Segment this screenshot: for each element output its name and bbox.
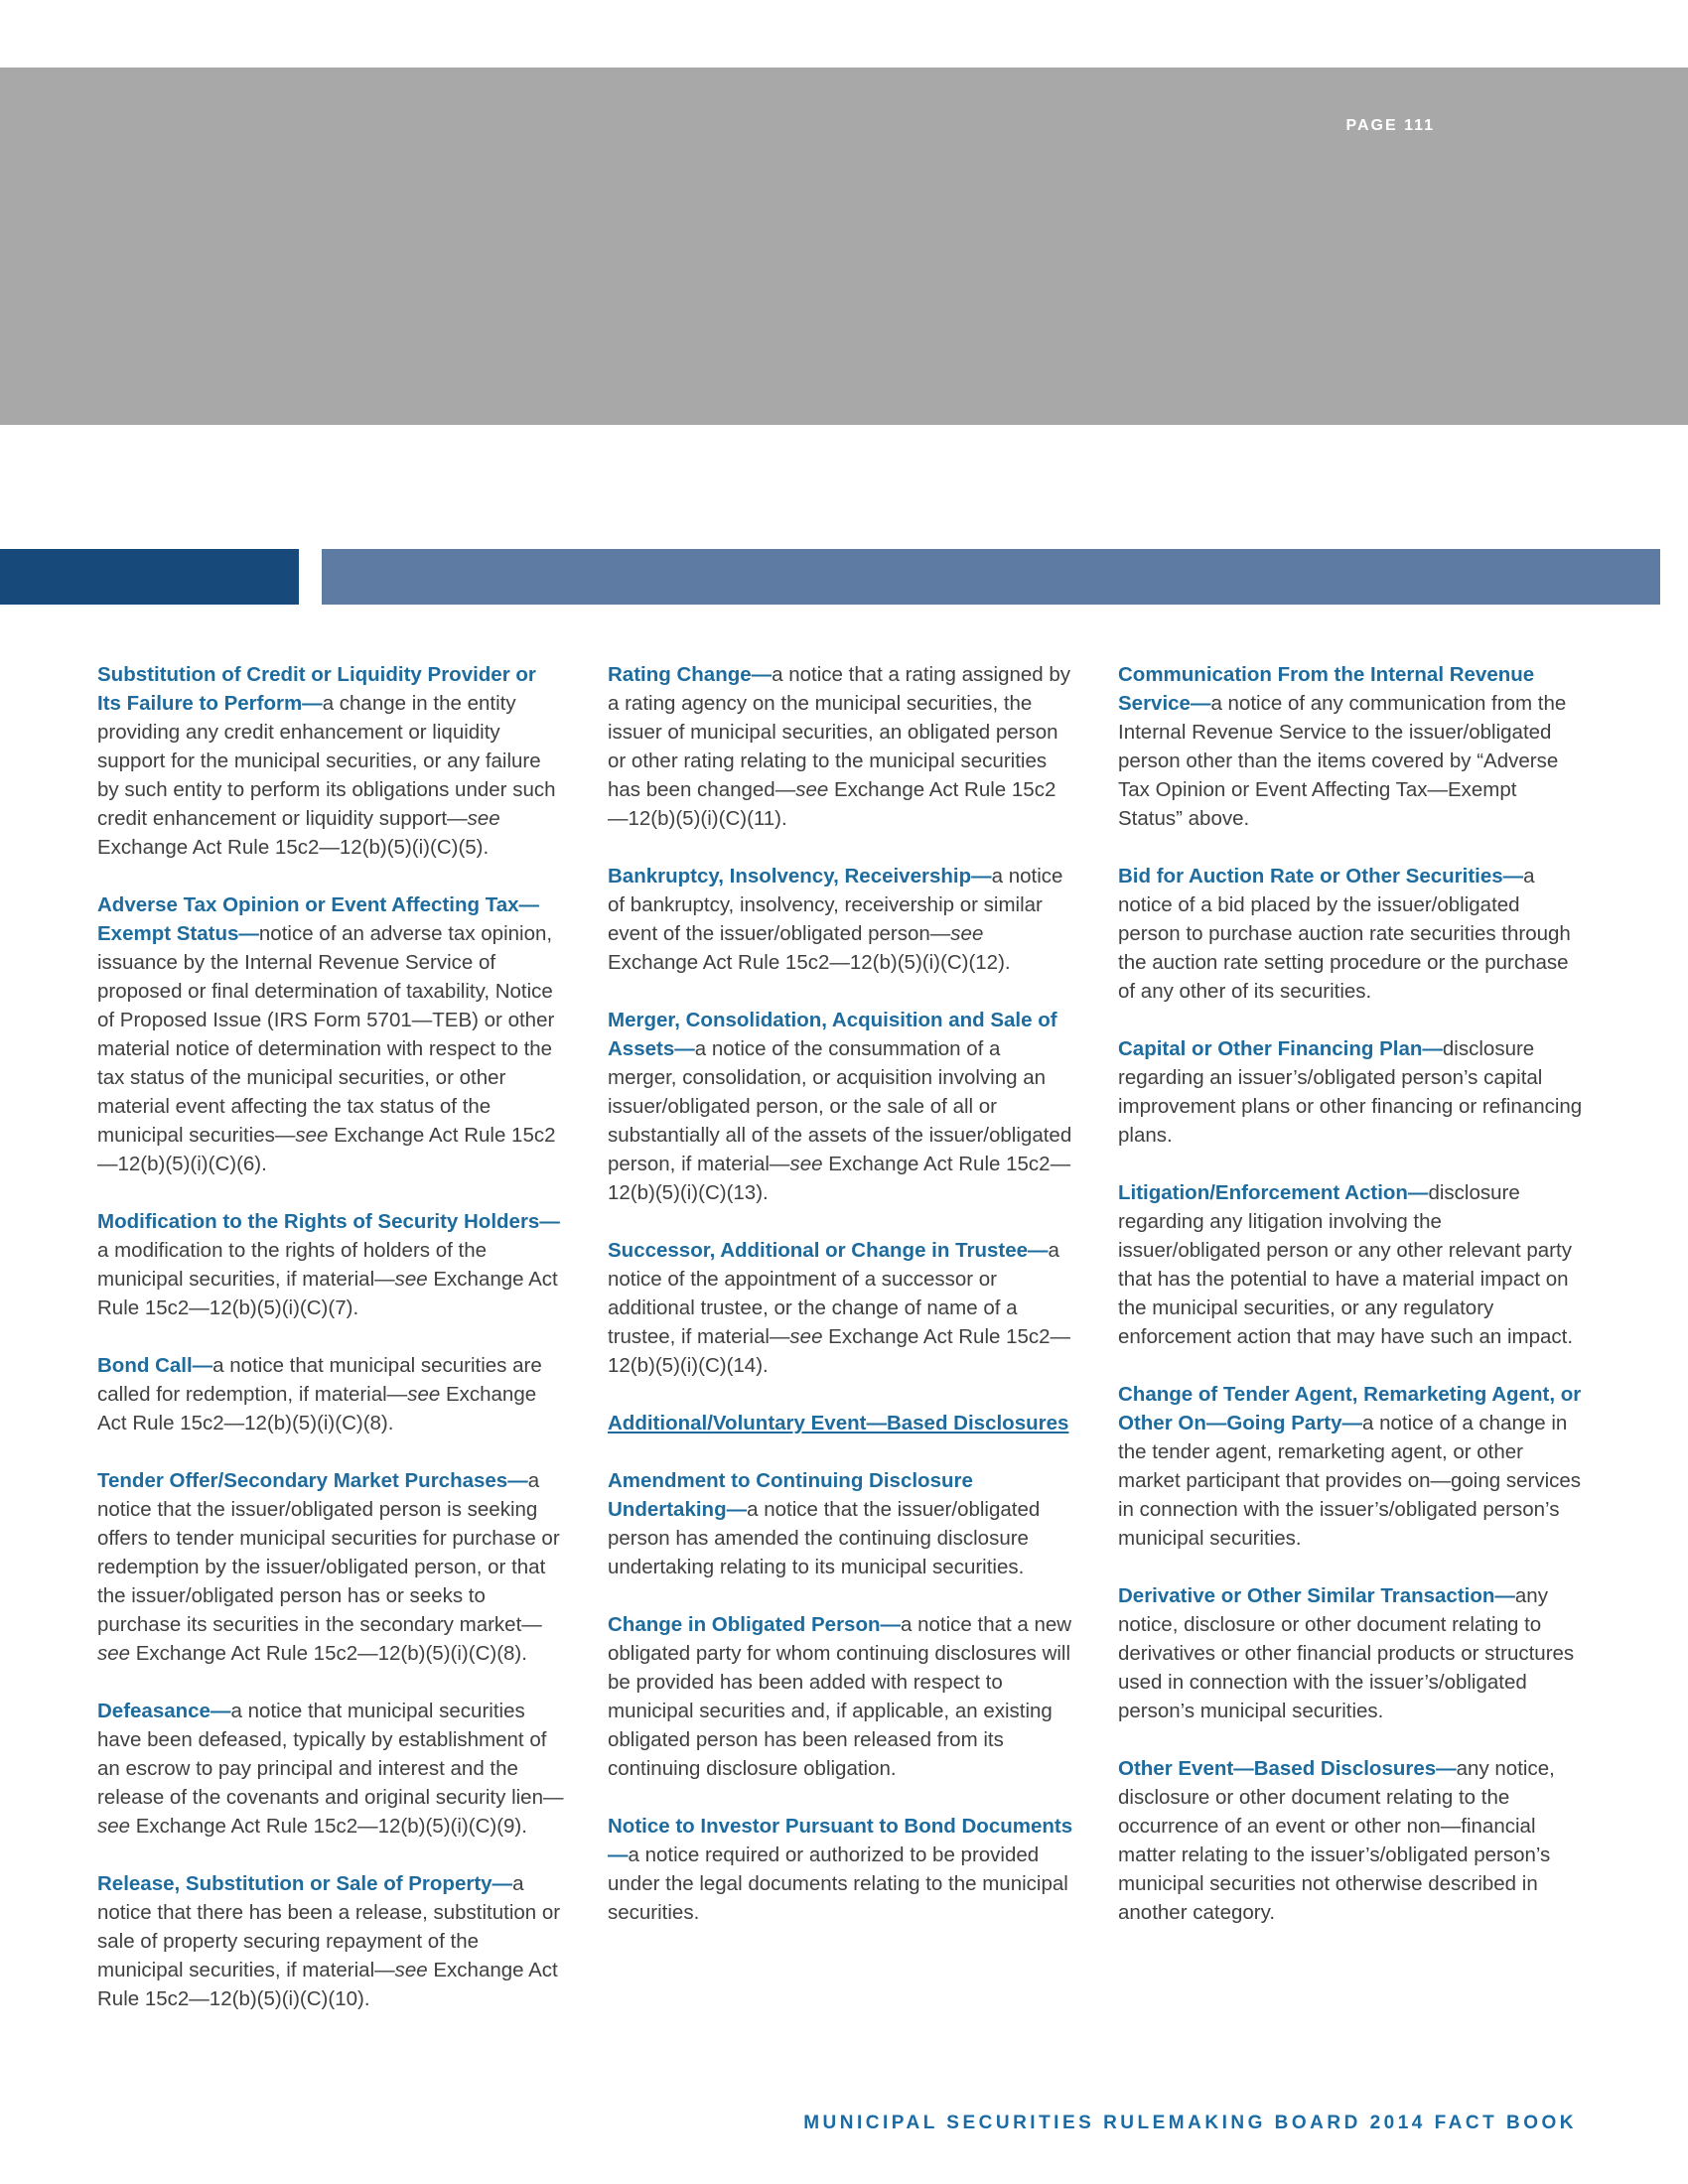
definition-text: a notice of a bid placed by the issuer/obligated person to purchase auction rate securities through the auction rate setting procedure or the purchase of any other of its securities. xyxy=(1118,865,1571,1003)
divider-bar-light xyxy=(322,549,1660,605)
glossary-entry xyxy=(1118,660,1585,833)
term-label: Litigation/Enforcement Action— xyxy=(1118,1181,1429,1204)
divider-bars xyxy=(0,549,1688,605)
term-label: Change of Tender Agent, Remarketing Agent, or Other On—Going Party— xyxy=(1118,1383,1582,1434)
definition-text: a notice that a rating assigned by a rating agency on the municipal securities, the issuer of municipal securities, an obligated person or other rating relating to the municipal securities has been changed—see Exchange Act Rule 15c2—12(b)(5)(i)(C)(11). xyxy=(608,663,1071,830)
definition-text: notice of an adverse tax opinion, issuance by the Internal Revenue Service of proposed or final determination of taxability, Notice of Proposed Issue (IRS Form 5701—TEB) or other material notice of determination with respect to the tax status of the municipal securities, or other material event affecting the tax status of the municipal securities—see Exchange Act Rule 15c2—12(b)(5)(i)(C)(6). xyxy=(97,922,556,1175)
definition-text: a notice that the issuer/obligated person is seeking offers to tender municipal securities for purchase or redemption by the issuer/obligated person, or that the issuer/obligated person has or seeks to purchase its securities in the secondary market—see Exchange Act Rule 15c2—12(b)(5)(i)(C)(8). xyxy=(97,1469,560,1665)
glossary-entry xyxy=(1118,1581,1585,1725)
glossary-entry xyxy=(608,862,1074,977)
glossary-entry xyxy=(97,1351,564,1437)
glossary-entry xyxy=(608,1812,1074,1927)
definition-text: a notice required or authorized to be provided under the legal documents relating to the municipal securities. xyxy=(608,1843,1068,1924)
term-label: Defeasance— xyxy=(97,1700,231,1722)
glossary-entry xyxy=(97,1207,564,1322)
definition-text: disclosure regarding an issuer’s/obligated person’s capital improvement plans or other financing or refinancing plans. xyxy=(1118,1037,1583,1147)
definition-text: a notice of the appointment of a successor or additional trustee, or the change of name of a trustee, if material—see Exchange Act Rule 15c2—12(b)(5)(i)(C)(14). xyxy=(608,1239,1071,1377)
term-label: Derivative or Other Similar Transaction— xyxy=(1118,1584,1515,1607)
term-label: Other Event—Based Disclosures— xyxy=(1118,1757,1457,1780)
definition-text: a notice that a new obligated party for whom continuing disclosures will be provided has been added with respect to municipal securities and, if applicable, an existing obligated person has been released from its continuing disclosure obligation. xyxy=(608,1613,1072,1780)
glossary-column-1 xyxy=(97,660,564,2042)
term-label: Successor, Additional or Change in Trustee— xyxy=(608,1239,1049,1262)
glossary-entry xyxy=(608,1610,1074,1783)
glossary-entry xyxy=(97,660,564,862)
glossary-entry xyxy=(608,660,1074,833)
glossary-entry xyxy=(1118,1754,1585,1927)
term-label: Modification to the Rights of Security Holders— xyxy=(97,1210,560,1233)
term-label: Capital or Other Financing Plan— xyxy=(1118,1037,1443,1060)
glossary-entry xyxy=(97,1466,564,1668)
definition-text: a notice of bankruptcy, insolvency, receivership or similar event of the issuer/obligated person—see Exchange Act Rule 15c2—12(b)(5)(i)(C)(12). xyxy=(608,865,1063,974)
term-label: Bond Call— xyxy=(97,1354,213,1377)
definition-text: any notice, disclosure or other document relating to derivatives or other financial products or structures used in connection with the issuer’s/obligated person’s municipal securities. xyxy=(1118,1584,1575,1722)
term-label: Change in Obligated Person— xyxy=(608,1613,902,1636)
definition-text: any notice, disclosure or other document relating to the occurrence of an event or other non—financial matter relating to the issuer’s/obligated person’s municipal securities not otherwise described in another category. xyxy=(1118,1757,1555,1924)
definition-text: a notice of the consummation of a merger, consolidation, or acquisition involving an issuer/obligated person, or the sale of all or substantially all of the assets of the issuer/obligated person, if material—see Exchange Act Rule 15c2—12(b)(5)(i)(C)(13). xyxy=(608,1037,1072,1204)
term-label: Release, Substitution or Sale of Property— xyxy=(97,1872,513,1895)
term-label: Bid for Auction Rate or Other Securities— xyxy=(1118,865,1524,887)
glossary-entry xyxy=(608,1466,1074,1581)
term-label: Bankruptcy, Insolvency, Receivership— xyxy=(608,865,992,887)
term-label: Communication From the Internal Revenue Service— xyxy=(1118,663,1535,715)
term-label: Tender Offer/Secondary Market Purchases— xyxy=(97,1469,528,1492)
definition-text: a notice of any communication from the Internal Revenue Service to the issuer/obligated person other than the items covered by “Adverse Tax Opinion or Event Affecting Tax—Exempt Status” above. xyxy=(1118,692,1567,830)
divider-bar-dark xyxy=(0,549,299,605)
glossary-entry xyxy=(1118,1178,1585,1351)
footer-text: MUNICIPAL SECURITIES RULEMAKING BOARD 2014 FACT BOOK xyxy=(803,2113,1577,2133)
glossary-entry xyxy=(97,1869,564,2013)
definition-text: a change in the entity providing any credit enhancement or liquidity support for the municipal securities, or any failure by such entity to perform its obligations under such credit enhancement or liquidity support—see Exchange Act Rule 15c2—12(b)(5)(i)(C)(5). xyxy=(97,692,556,859)
glossary-entry xyxy=(1118,1380,1585,1553)
definition-text: a modification to the rights of holders of the municipal securities, if material—see Exchange Act Rule 15c2—12(b)(5)(i)(C)(7). xyxy=(97,1239,558,1319)
glossary-column-3 xyxy=(1118,660,1585,1956)
definition-text: a notice that the issuer/obligated person has amended the continuing disclosure undertaking relating to its municipal securities. xyxy=(608,1498,1041,1578)
term-label: Notice to Investor Pursuant to Bond Documents— xyxy=(608,1815,1073,1866)
page-number-label: PAGE 111 xyxy=(1345,117,1435,134)
term-label: Amendment to Continuing Disclosure Undertaking— xyxy=(608,1469,973,1521)
definition-text: a notice that municipal securities have been defeased, typically by establishment of an escrow to pay principal and interest and the release of the covenants and original security lien—see Exchange Act Rule 15c2—12(b)(5)(i)(C)(9). xyxy=(97,1700,564,1838)
section-heading: Additional/Voluntary Event—Based Disclosures xyxy=(608,1412,1069,1434)
definition-text: a notice that municipal securities are called for redemption, if material—see Exchange Act Rule 15c2—12(b)(5)(i)(C)(8). xyxy=(97,1354,542,1434)
term-label: Rating Change— xyxy=(608,663,773,686)
definition-text: a notice that there has been a release, substitution or sale of property securing repayment of the municipal securities, if material—see Exchange Act Rule 15c2—12(b)(5)(i)(C)(10). xyxy=(97,1872,561,2010)
definition-text: disclosure regarding any litigation involving the issuer/obligated person or any other relevant party that has the potential to have a material impact on the municipal securities, or any regulatory enforcement action that may have such an impact. xyxy=(1118,1181,1574,1348)
glossary-entry xyxy=(608,1236,1074,1380)
page-footer xyxy=(803,2113,1577,2134)
definition-text: a notice of a change in the tender agent, remarketing agent, or other market participant that provides on—going services in connection with the issuer’s/obligated person’s municipal securities. xyxy=(1118,1412,1582,1550)
glossary-columns xyxy=(97,660,1585,2042)
glossary-entry xyxy=(97,1697,564,1841)
glossary-entry xyxy=(608,1006,1074,1207)
glossary-entry xyxy=(1118,1034,1585,1150)
header-banner xyxy=(0,68,1688,425)
glossary-entry xyxy=(1118,862,1585,1006)
glossary-column-2 xyxy=(608,660,1074,1956)
glossary-entry xyxy=(97,890,564,1178)
term-label: Substitution of Credit or Liquidity Provider or Its Failure to Perform— xyxy=(97,663,536,715)
term-label: Merger, Consolidation, Acquisition and Sale of Assets— xyxy=(608,1009,1057,1060)
term-label: Adverse Tax Opinion or Event Affecting Tax—Exempt Status— xyxy=(97,893,540,945)
